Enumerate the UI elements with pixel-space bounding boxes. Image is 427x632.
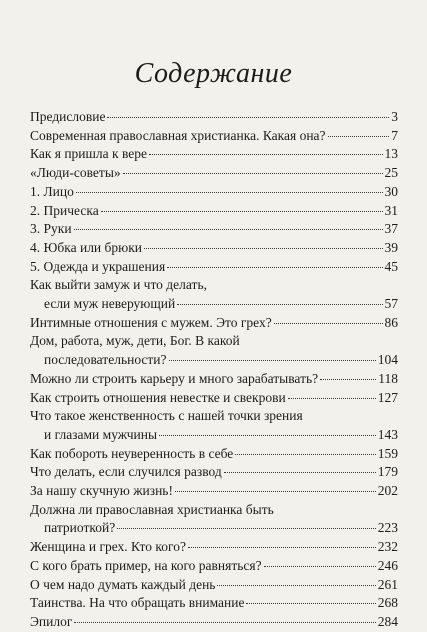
toc-page-number: 31 bbox=[384, 202, 398, 218]
dot-leader bbox=[224, 472, 376, 473]
toc-entry-title: Таинства. На что обращать внимание bbox=[30, 595, 245, 611]
toc-entry-line bbox=[30, 463, 398, 482]
toc-entry bbox=[30, 258, 398, 277]
toc-entry bbox=[30, 407, 398, 444]
toc-entry-line bbox=[30, 164, 398, 183]
toc-entry-title: 3. Руки bbox=[30, 221, 72, 237]
toc-entry-title: Можно ли строить карьеру и много зарабатывать? bbox=[30, 370, 319, 386]
toc-page-number: 261 bbox=[377, 576, 398, 592]
toc-entry bbox=[30, 314, 398, 333]
toc-entry bbox=[30, 183, 398, 202]
dot-leader bbox=[107, 117, 389, 118]
toc-page-number: 45 bbox=[384, 258, 398, 274]
toc-entry bbox=[30, 164, 398, 183]
toc-entry-line bbox=[30, 594, 398, 613]
toc-entry-line bbox=[30, 613, 398, 632]
toc-page-number: 37 bbox=[384, 221, 398, 237]
toc-page-number: 159 bbox=[377, 445, 398, 461]
dot-leader bbox=[188, 547, 376, 548]
toc-entry-line bbox=[30, 351, 398, 370]
toc-entry-title: 2. Прическа bbox=[30, 202, 99, 218]
toc-entry bbox=[30, 145, 398, 164]
toc-entry-line bbox=[30, 482, 398, 501]
toc-entry bbox=[30, 501, 398, 538]
dot-leader bbox=[76, 192, 383, 193]
dot-leader bbox=[101, 211, 383, 212]
toc-entry bbox=[30, 389, 398, 408]
dot-leader bbox=[177, 304, 382, 305]
toc-entry-title: За нашу скучную жизнь! bbox=[30, 483, 173, 499]
toc-page-number: 223 bbox=[377, 520, 398, 536]
toc-entry-line bbox=[30, 426, 398, 445]
toc-entry-line bbox=[30, 501, 398, 520]
toc-page-number: 246 bbox=[377, 557, 398, 573]
toc-page-number: 30 bbox=[384, 183, 398, 199]
toc-entry bbox=[30, 482, 398, 501]
toc-entry-line bbox=[30, 258, 398, 277]
toc-page-number: 39 bbox=[384, 239, 398, 255]
toc-entry-line bbox=[30, 557, 398, 576]
toc-entry bbox=[30, 557, 398, 576]
toc-entry-line bbox=[30, 202, 398, 221]
toc-entry-line bbox=[30, 576, 398, 595]
dot-leader bbox=[144, 248, 382, 249]
toc-entry-line bbox=[30, 314, 398, 333]
dot-leader bbox=[74, 622, 375, 623]
toc-entry-line bbox=[30, 239, 398, 258]
dot-leader bbox=[246, 603, 375, 604]
toc-entry-line bbox=[30, 407, 398, 426]
toc-entry-title: 5. Одежда и украшения bbox=[30, 258, 166, 274]
toc-page-number: 118 bbox=[378, 370, 398, 386]
dot-leader bbox=[264, 566, 376, 567]
dot-leader bbox=[235, 454, 375, 455]
page-title: Содержание bbox=[134, 58, 293, 89]
toc-page-number: 3 bbox=[391, 109, 398, 124]
toc-page-number: 232 bbox=[377, 539, 398, 555]
dot-leader bbox=[328, 136, 390, 137]
toc-entry-title: патриоткой? bbox=[44, 520, 116, 536]
toc-entry bbox=[30, 332, 398, 369]
toc-page-number: 13 bbox=[384, 146, 398, 162]
dot-leader bbox=[167, 267, 382, 268]
toc-entry-line bbox=[30, 295, 398, 314]
toc-entry bbox=[30, 538, 398, 557]
toc-entry bbox=[30, 594, 398, 613]
dot-leader bbox=[320, 379, 376, 380]
toc-entry bbox=[30, 370, 398, 389]
toc-entry-line bbox=[30, 276, 398, 295]
toc-entry-title: Женщина и грех. Кто кого? bbox=[30, 539, 186, 555]
toc-page-number: 7 bbox=[391, 127, 398, 143]
table-of-contents bbox=[30, 108, 398, 632]
toc-entry-title: Должна ли православная христианка быть bbox=[30, 501, 274, 517]
toc-entry bbox=[30, 576, 398, 595]
toc-page-number: 284 bbox=[377, 613, 398, 629]
toc-entry-line bbox=[30, 370, 398, 389]
toc-entry-title: Интимные отношения с мужем. Это грех? bbox=[30, 314, 272, 330]
dot-leader bbox=[175, 491, 376, 492]
toc-entry-title: Что такое женственность с нашей точки зрения bbox=[30, 408, 303, 424]
toc-entry bbox=[30, 127, 398, 146]
toc-entry-title: если муж неверующий bbox=[44, 296, 176, 312]
toc-page-number: 179 bbox=[377, 464, 398, 480]
toc-entry-title: Как побороть неуверенность в себе bbox=[30, 445, 234, 461]
toc-entry-title: С кого брать пример, на кого равняться? bbox=[30, 557, 262, 573]
toc-entry bbox=[30, 220, 398, 239]
toc-entry-title: 4. Юбка или брюки bbox=[30, 239, 143, 255]
toc-page-number: 143 bbox=[377, 426, 398, 442]
toc-entry-line bbox=[30, 445, 398, 464]
toc-entry-line bbox=[30, 220, 398, 239]
toc-entry-line bbox=[30, 145, 398, 164]
toc-entry-line bbox=[30, 538, 398, 557]
toc-page-number: 202 bbox=[377, 483, 398, 499]
toc-entry-title: Современная православная христианка. Какая она? bbox=[30, 127, 326, 143]
toc-entry-line bbox=[30, 519, 398, 538]
toc-entry-title: Предисловие bbox=[30, 109, 106, 124]
toc-entry bbox=[30, 239, 398, 258]
toc-entry bbox=[30, 463, 398, 482]
toc-page-number: 127 bbox=[377, 389, 398, 405]
toc-page-number: 104 bbox=[377, 352, 398, 368]
toc-entry-line bbox=[30, 332, 398, 351]
toc-entry bbox=[30, 613, 398, 632]
dot-leader bbox=[217, 585, 375, 586]
dot-leader bbox=[74, 229, 383, 230]
toc-entry-title: Как выйти замуж и что делать, bbox=[30, 277, 207, 293]
dot-leader bbox=[288, 398, 376, 399]
toc-page-number: 86 bbox=[384, 314, 398, 330]
toc-entry-title: 1. Лицо bbox=[30, 183, 74, 199]
dot-leader bbox=[117, 528, 376, 529]
toc-entry-title: Как строить отношения невестке и свекрови bbox=[30, 389, 286, 405]
toc-entry-title: «Люди-советы» bbox=[30, 165, 121, 181]
toc-entry bbox=[30, 445, 398, 464]
toc-entry-line bbox=[30, 108, 398, 127]
dot-leader bbox=[149, 154, 383, 155]
toc-entry-title: Эпилог bbox=[30, 613, 73, 629]
toc-entry-title: Дом, работа, муж, дети, Бог. В какой bbox=[30, 333, 240, 349]
toc-entry-line bbox=[30, 389, 398, 408]
dot-leader bbox=[274, 323, 383, 324]
toc-entry bbox=[30, 202, 398, 221]
dot-leader bbox=[169, 360, 376, 361]
toc-entry-line bbox=[30, 183, 398, 202]
toc-entry bbox=[30, 276, 398, 313]
toc-entry-line bbox=[30, 127, 398, 146]
toc-page-number: 57 bbox=[384, 296, 398, 312]
toc-entry-title: Что делать, если случился развод bbox=[30, 464, 222, 480]
dot-leader bbox=[123, 173, 383, 174]
toc-entry-title: Как я пришла к вере bbox=[30, 146, 147, 162]
toc-page-number: 25 bbox=[384, 165, 398, 181]
toc-entry bbox=[30, 108, 398, 127]
toc-entry-title: последовательности? bbox=[44, 352, 167, 368]
toc-entry-title: и глазами мужчины bbox=[44, 426, 158, 442]
toc-page-number: 268 bbox=[377, 595, 398, 611]
toc-entry-title: О чем надо думать каждый день bbox=[30, 576, 216, 592]
dot-leader bbox=[159, 435, 376, 436]
